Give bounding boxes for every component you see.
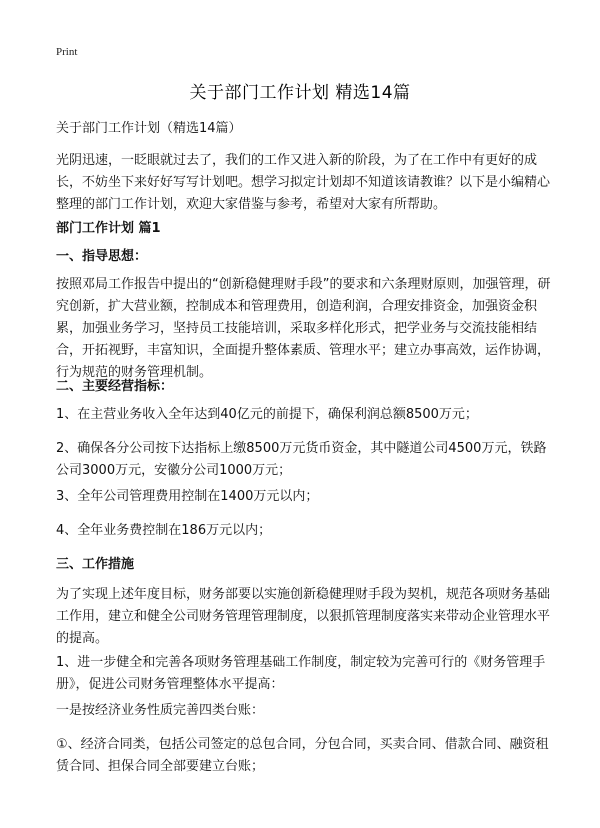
section-title: 部门工作计划 篇1 [56, 221, 161, 236]
paragraph-guiding-thought: 按照邓局工作报告中提出的“创新稳健理财手段”的要求和六条理财原则，加强管理，研究创新，扩大营业额，控制成本和管理费用，创造利润，合理安排资金，加强资金积累，加强业务学习，坚持员工技能培训，采取多样化形式，把学业务与交流技能相结合，开拓视野，丰富知识，全面提升整体素质、管理水平；建立办事高效，运作协调，行为规范的财务管理机制。 [56, 277, 551, 380]
indicator-item-3: 3、全年公司管理费用控制在1400万元以内； [56, 489, 319, 504]
page-title: 关于部门工作计划 精选14篇 [189, 83, 411, 103]
intro-paragraph: 光阴迅速，一眨眼就过去了，我们的工作又进入新的阶段，为了在工作中有更好的成长，不妨坐下来好好写写计划吧。想学习拟定计划却不知道该请教谁？以下是小编精心整理的部门工作计划，欢迎大家借鉴与参考，希望对大家有所帮助。 [56, 153, 551, 212]
ledger-item-1: ①、经济合同类，包括公司签定的总包合同，分包合同，买卖合同、借款合同、融资租赁合同、担保合同全部要建立台账； [56, 737, 549, 774]
indicator-item-2: 2、确保各分公司按下达指标上缴8500万元货币资金，其中隧道公司4500万元，铁路公司3000万元，安徽分公司1000万元； [56, 441, 547, 478]
indicator-item-4: 4、全年业务费控制在186万元以内； [56, 523, 272, 538]
heading-work-measures: 三、工作措施 [56, 557, 135, 572]
heading-guiding-thought: 一、指导思想： [56, 249, 148, 264]
heading-main-indicators: 二、主要经营指标： [56, 379, 174, 394]
indicator-item-1: 1、在主营业务收入全年达到40亿元的前提下，确保利润总额8500万元； [56, 407, 478, 422]
print-label: Print [56, 46, 78, 58]
paragraph-work-measures: 为了实现上述年度目标，财务部要以实施创新稳健理财手段为契机，规范各项财务基础工作用，建立和健全公司财务管理管理制度，以狠抓管理制度落实来带动企业管理水平的提高。 [56, 587, 551, 646]
ledger-intro: 一是按经济业务性质完善四类台账： [56, 703, 265, 718]
measure-item-1: 1、进一步健全和完善各项财务管理基础工作制度，制定较为完善可行的《财务管理手册》，促进公司财务管理整体水平提高： [56, 655, 546, 692]
document-subtitle: 关于部门工作计划（精选14篇） [56, 121, 242, 136]
